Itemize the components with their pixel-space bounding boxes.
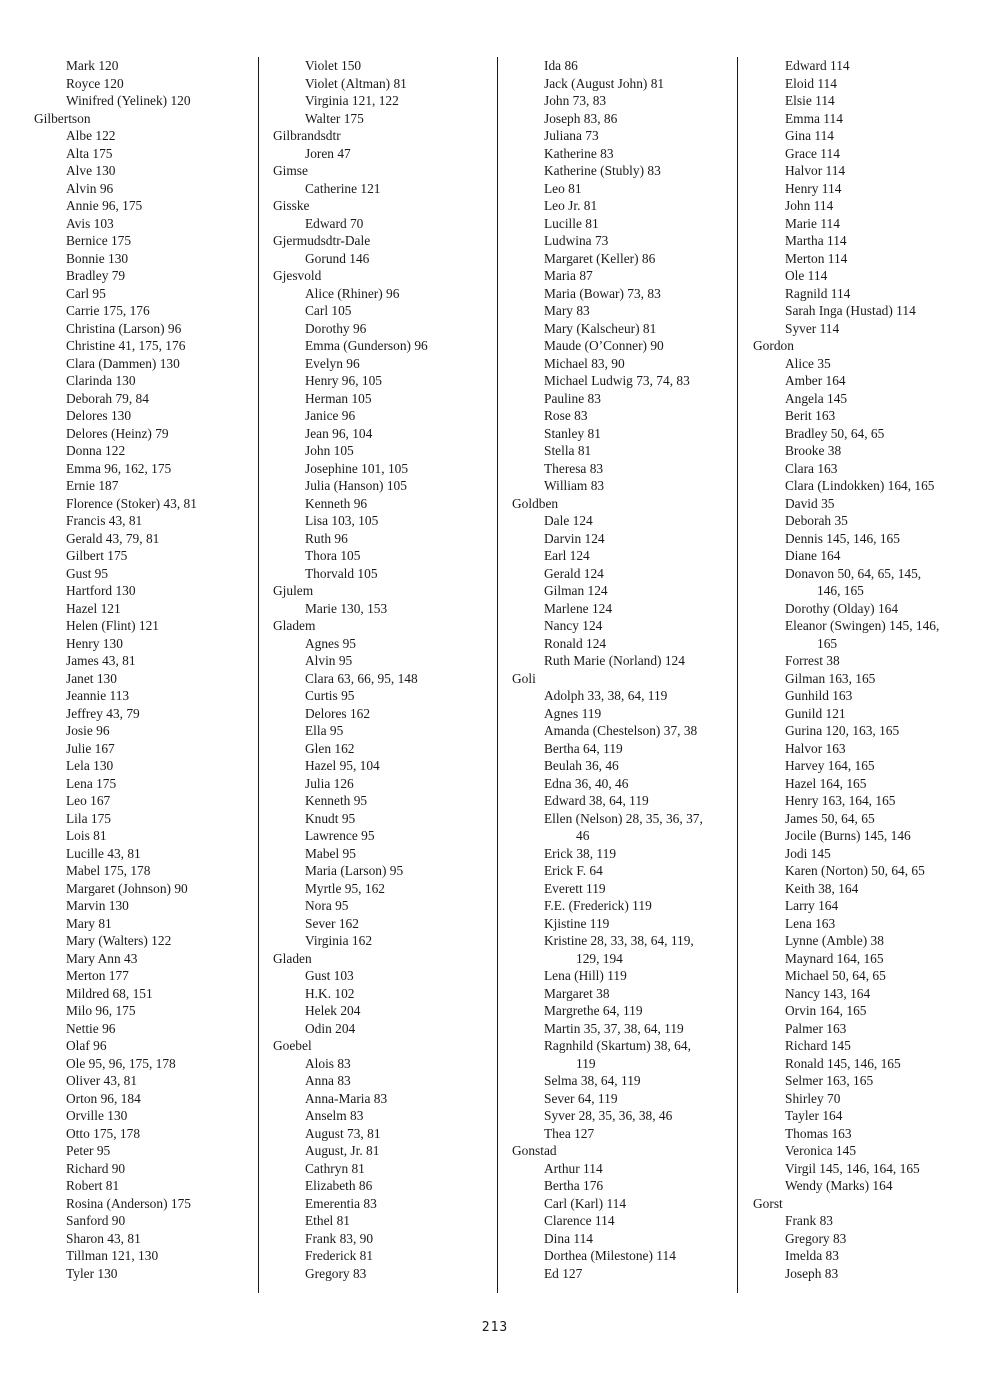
index-entry: Carl 105 [305, 303, 352, 318]
index-entry: Orville 130 [66, 1108, 128, 1123]
index-entry: Janet 130 [66, 670, 117, 686]
index-entry: Everett 119 [544, 880, 606, 896]
index-entry: Sever 162 [305, 915, 359, 931]
index-entry: Clara 163 [785, 460, 838, 476]
index-entry: Thorvald 105 [305, 565, 378, 581]
index-entry: Mabel 175, 178 [66, 863, 151, 878]
index-entry: Gorund 146 [305, 250, 370, 266]
index-entry: Walter 175 [305, 110, 364, 126]
surname-heading: Gjesvold [273, 268, 322, 283]
index-entry: Tyler 130 [66, 1265, 118, 1281]
surname-heading: Gladem [273, 618, 316, 633]
index-entry: Mary (Kalscheur) 81 [544, 320, 657, 336]
index-entry: Josephine 101, 105 [305, 460, 409, 476]
index-entry: Leo 81 [544, 180, 582, 196]
index-entry: Alta 175 [66, 145, 113, 161]
index-entry: Curtis 95 [305, 688, 355, 703]
index-entry: Agnes 95 [305, 635, 356, 651]
index-entry: Marie 130, 153 [305, 600, 388, 616]
index-entry: F.E. (Frederick) 119 [544, 898, 652, 913]
index-entry: Virginia 162 [305, 933, 373, 948]
index-entry: Carrie 175, 176 [66, 303, 150, 318]
index-entry: Emma 96, 162, 175 [66, 460, 172, 476]
index-entry: Helek 204 [305, 1003, 361, 1018]
index-column-1 [34, 57, 197, 1282]
index-entry: Ludwina 73 [544, 233, 609, 248]
index-entry: Gilbert 175 [66, 548, 128, 563]
index-entry: Kenneth 95 [305, 793, 368, 808]
surname-heading: Gjulem [273, 583, 314, 598]
index-entry: Elizabeth 86 [305, 1178, 373, 1193]
index-entry: Margaret (Keller) 86 [544, 250, 656, 266]
index-entry: Dina 114 [544, 1230, 593, 1246]
index-entry: Shirley 70 [785, 1090, 841, 1106]
index-entry: Imelda 83 [785, 1248, 839, 1263]
index-entry: Herman 105 [305, 390, 372, 406]
index-entry: Helen (Flint) 121 [66, 618, 159, 633]
index-entry: Forrest 38 [785, 653, 840, 668]
index-entry: Sarah Inga (Hustad) 114 [785, 303, 916, 318]
index-entry: James 43, 81 [66, 653, 136, 668]
index-entry: Gerald 43, 79, 81 [66, 530, 160, 546]
index-entry: Orvin 164, 165 [785, 1003, 867, 1018]
index-entry: Gilman 163, 165 [785, 670, 876, 686]
index-entry: Dale 124 [544, 513, 593, 528]
index-entry: Delores 130 [66, 408, 132, 423]
index-entry: Ragnhild (Skartum) 38, 64, [544, 1038, 691, 1053]
surname-heading: Goli [512, 670, 536, 686]
index-entry: Virginia 121, 122 [305, 93, 399, 108]
page-number: 213 [481, 1320, 509, 1335]
index-entry: Bonnie 130 [66, 250, 129, 266]
index-entry: Gurina 120, 163, 165 [785, 723, 900, 738]
surname-heading: Gisske [273, 198, 310, 213]
index-entry: Margaret 38 [544, 985, 610, 1001]
index-entry: Deborah 79, 84 [66, 390, 149, 406]
index-entry: Martha 114 [785, 233, 847, 248]
index-entry: Larry 164 [785, 898, 839, 913]
index-entry: Nancy 143, 164 [785, 985, 871, 1001]
index-entry: Grace 114 [785, 145, 840, 161]
surname-heading: Goldben [512, 495, 559, 511]
index-entry: John 114 [785, 198, 834, 213]
index-entry: H.K. 102 [305, 985, 355, 1001]
index-entry: Ethel 81 [305, 1213, 350, 1228]
index-column-4 [753, 57, 939, 1282]
index-entry: Angela 145 [785, 390, 848, 406]
index-entry: Rosina (Anderson) 175 [66, 1195, 191, 1211]
index-entry: Lena 175 [66, 775, 117, 791]
index-entry: Lena (Hill) 119 [544, 968, 627, 983]
index-entry: Ole 95, 96, 175, 178 [66, 1055, 176, 1071]
index-entry: Hartford 130 [66, 583, 136, 598]
index-entry: Evelyn 96 [305, 355, 360, 371]
index-entry: Anna 83 [305, 1073, 351, 1088]
index-entry: Cathryn 81 [305, 1160, 365, 1176]
index-entry: Merton 177 [66, 968, 129, 983]
index-entry: Sharon 43, 81 [66, 1230, 141, 1246]
index-entry: Harvey 164, 165 [785, 758, 875, 773]
index-entry: Marlene 124 [544, 600, 613, 616]
index-entry: Carl 95 [66, 285, 106, 301]
index-entry: Dennis 145, 146, 165 [785, 530, 900, 546]
index-entry: Winifred (Yelinek) 120 [66, 93, 191, 108]
index-entry: Keith 38, 164 [785, 880, 859, 896]
index-entry: Theresa 83 [544, 460, 604, 476]
index-entry: Edna 36, 40, 46 [544, 775, 629, 791]
index-entry: Odin 204 [305, 1020, 356, 1036]
index-entry: Earl 124 [544, 548, 590, 563]
index-entry: Maria 87 [544, 268, 593, 283]
index-entry: Veronica 145 [785, 1143, 857, 1158]
index-entry: Arthur 114 [544, 1160, 603, 1176]
index-entry: Michael 83, 90 [544, 355, 625, 371]
index-entry: Karen (Norton) 50, 64, 65 [785, 863, 925, 878]
index-entry: Bertha 64, 119 [544, 740, 623, 756]
index-entry: Margaret (Johnson) 90 [66, 880, 188, 896]
index-entry: Beulah 36, 46 [544, 758, 619, 773]
index-entry: Katherine 83 [544, 145, 614, 161]
index-entry: Ida 86 [544, 58, 578, 73]
index-entry: Clara (Dammen) 130 [66, 355, 180, 371]
index-entry: Thomas 163 [785, 1125, 852, 1141]
index-entry: Francis 43, 81 [66, 513, 143, 528]
index-entry: Albe 122 [66, 128, 116, 143]
index-entry: Hazel 121 [66, 600, 121, 616]
index-entry: Annie 96, 175 [66, 198, 143, 213]
index-entry: Kristine 28, 33, 38, 64, 119, [544, 933, 694, 948]
index-entry: Eleanor (Swingen) 145, 146, [785, 618, 940, 633]
index-entry: Frederick 81 [305, 1248, 374, 1263]
index-entry: Gerald 124 [544, 565, 604, 581]
surname-heading: Gjermudsdtr-Dale [273, 233, 371, 248]
index-entry: Dorothy 96 [305, 320, 367, 336]
index-entry: Edward 114 [785, 58, 850, 73]
index-entry: Mary 83 [544, 303, 590, 318]
index-entry: Julia (Hanson) 105 [305, 478, 407, 493]
index-entry: Mabel 95 [305, 845, 356, 861]
index-entry: Robert 81 [66, 1178, 120, 1193]
column-divider [497, 57, 498, 1293]
index-entry: Thora 105 [305, 548, 361, 563]
index-entry: Ruth 96 [305, 530, 348, 546]
index-entry: Lucille 81 [544, 215, 599, 231]
index-entry: Jocile (Burns) 145, 146 [785, 828, 911, 843]
index-entry: Alvin 96 [66, 180, 114, 196]
index-entry: Mark 120 [66, 58, 119, 73]
index-entry: Clara (Lindokken) 164, 165 [785, 478, 935, 493]
index-entry: Agnes 119 [544, 705, 602, 721]
index-entry: Brooke 38 [785, 443, 842, 458]
index-entry: Joseph 83, 86 [544, 110, 618, 126]
index-entry: Royce 120 [66, 75, 124, 91]
index-entry: John 73, 83 [544, 93, 607, 108]
index-entry: Rose 83 [544, 408, 588, 423]
index-entry: Edward 70 [305, 215, 364, 231]
index-entry: Lisa 103, 105 [305, 513, 379, 528]
surname-heading: Gorst [753, 1195, 783, 1211]
index-entry: John 105 [305, 443, 354, 458]
index-entry: Maude (O’Conner) 90 [544, 338, 664, 353]
index-entry: Frank 83, 90 [305, 1230, 374, 1246]
index-entry: Orton 96, 184 [66, 1090, 141, 1106]
index-entry: Maynard 164, 165 [785, 950, 884, 966]
surname-heading: Gladen [273, 950, 312, 966]
index-entry: Violet (Altman) 81 [305, 75, 407, 91]
index-entry: Oliver 43, 81 [66, 1073, 138, 1088]
index-entry: Mary Ann 43 [66, 950, 138, 966]
index-entry: Gunild 121 [785, 705, 846, 721]
index-entry: Catherine 121 [305, 180, 381, 196]
index-entry: Donna 122 [66, 443, 126, 458]
index-entry: Frank 83 [785, 1213, 833, 1228]
index-entry: Ronald 124 [544, 635, 607, 651]
index-entry: Henry 130 [66, 635, 123, 651]
index-entry: Thea 127 [544, 1125, 595, 1141]
index-entry: Julia 126 [305, 775, 354, 791]
index-entry: Leo Jr. 81 [544, 198, 598, 213]
index-entry: Katherine (Stubly) 83 [544, 163, 661, 178]
index-entry-continuation: 129, 194 [576, 950, 623, 966]
index-entry: William 83 [544, 478, 605, 493]
index-entry-continuation: 165 [817, 635, 838, 651]
index-entry: Delores 162 [305, 705, 371, 721]
index-entry: Christine 41, 175, 176 [66, 338, 186, 353]
index-entry: Lynne (Amble) 38 [785, 933, 884, 948]
index-entry: Henry 96, 105 [305, 373, 382, 388]
index-entry: Gust 103 [305, 968, 354, 983]
index-entry: Gina 114 [785, 128, 834, 143]
index-entry: Martin 35, 37, 38, 64, 119 [544, 1020, 684, 1036]
index-entry: Halvor 114 [785, 163, 846, 178]
surname-heading: Gilbrandsdtr [273, 128, 341, 143]
index-entry: Lila 175 [66, 810, 111, 826]
index-entry: Sever 64, 119 [544, 1090, 618, 1106]
index-entry: Clarinda 130 [66, 373, 136, 388]
index-entry: Joseph 83 [785, 1265, 839, 1281]
index-entry: Leo 167 [66, 793, 111, 808]
index-entry: Jack (August John) 81 [544, 75, 665, 91]
index-entry: Emma 114 [785, 110, 843, 126]
index-entry: Milo 96, 175 [66, 1003, 136, 1018]
index-entry: Alois 83 [305, 1055, 351, 1071]
index-entry: Selma 38, 64, 119 [544, 1073, 641, 1088]
index-entry: Bertha 176 [544, 1178, 604, 1193]
index-entry: August 73, 81 [305, 1125, 381, 1141]
index-entry: Lawrence 95 [305, 828, 375, 843]
index-entry: Ragnild 114 [785, 285, 851, 301]
index-entry: Erick 38, 119 [544, 845, 617, 861]
index-entry-continuation: 146, 165 [817, 583, 864, 598]
index-entry: Julie 167 [66, 740, 115, 756]
index-entry: Hazel 95, 104 [305, 758, 380, 773]
index-entry: Janice 96 [305, 408, 356, 423]
index-entry: Carl (Karl) 114 [544, 1195, 627, 1211]
index-entry: Alice 35 [785, 355, 831, 371]
index-entry: Dorthea (Milestone) 114 [544, 1248, 676, 1263]
index-entry: Berit 163 [785, 408, 836, 423]
index-entry: Hazel 164, 165 [785, 775, 867, 791]
index-entry: Ole 114 [785, 268, 828, 283]
index-entry: Ellen (Nelson) 28, 35, 36, 37, [544, 810, 703, 826]
index-entry: Jeannie 113 [66, 688, 130, 703]
index-entry: Delores (Heinz) 79 [66, 425, 169, 441]
index-entry-continuation: 46 [576, 828, 590, 843]
index-entry: Adolph 33, 38, 64, 119 [544, 688, 668, 703]
index-entry: Ed 127 [544, 1265, 583, 1281]
index-entry: Olaf 96 [66, 1038, 107, 1053]
index-entry: Emma (Gunderson) 96 [305, 338, 428, 353]
index-entry: David 35 [785, 495, 835, 511]
index-entry: Elsie 114 [785, 93, 835, 108]
index-entry: Stanley 81 [544, 425, 601, 441]
index-entry: Darvin 124 [544, 530, 605, 546]
index-entry: Maria (Larson) 95 [305, 863, 404, 878]
surname-heading: Goebel [273, 1038, 312, 1053]
index-entry: Ronald 145, 146, 165 [785, 1055, 901, 1071]
index-entry: Amber 164 [785, 373, 846, 388]
index-entry: Mildred 68, 151 [66, 985, 153, 1001]
index-entry: Stella 81 [544, 443, 592, 458]
index-entry: Gust 95 [66, 565, 109, 581]
index-entry: Syver 114 [785, 320, 840, 336]
index-entry: Knudt 95 [305, 810, 356, 826]
index-entry: Lucille 43, 81 [66, 845, 141, 861]
index-entry: Myrtle 95, 162 [305, 880, 385, 896]
index-entry: Erick F. 64 [544, 863, 603, 878]
index-entry: August, Jr. 81 [305, 1143, 380, 1158]
index-entry: Ernie 187 [66, 478, 119, 493]
surname-heading: Gordon [753, 338, 794, 353]
index-entry: Amanda (Chestelson) 37, 38 [544, 723, 698, 738]
index-entry: Glen 162 [305, 740, 355, 756]
column-divider [737, 57, 738, 1293]
index-entry: Lela 130 [66, 758, 114, 773]
index-entry: Syver 28, 35, 36, 38, 46 [544, 1108, 673, 1123]
index-entry: Eloid 114 [785, 75, 837, 91]
index-entry: Henry 163, 164, 165 [785, 793, 896, 808]
index-entry: Gregory 83 [305, 1265, 367, 1281]
index-entry: Pauline 83 [544, 390, 601, 406]
index-entry: Alvin 95 [305, 653, 353, 668]
index-entry: Palmer 163 [785, 1020, 847, 1036]
index-entry: Lena 163 [785, 915, 836, 931]
index-entry: Maria (Bowar) 73, 83 [544, 285, 661, 301]
index-entry: Mary 81 [66, 915, 112, 931]
index-entry: Violet 150 [305, 58, 362, 73]
index-entry: Josie 96 [66, 723, 110, 738]
index-entry: Bradley 50, 64, 65 [785, 425, 885, 441]
index-entry: Tayler 164 [785, 1108, 843, 1123]
index-entry: Michael 50, 64, 65 [785, 968, 886, 983]
index-entry: Florence (Stoker) 43, 81 [66, 495, 197, 511]
index-entry: Jeffrey 43, 79 [66, 705, 140, 721]
index-entry: Alve 130 [66, 163, 116, 178]
index-column-2 [273, 57, 428, 1282]
surname-heading: Gonstad [512, 1143, 557, 1158]
index-entry: Otto 175, 178 [66, 1125, 141, 1141]
index-entry: Sanford 90 [66, 1213, 126, 1228]
index-entry: Michael Ludwig 73, 74, 83 [544, 373, 690, 388]
index-entry: Bernice 175 [66, 233, 132, 248]
surname-heading: Gimse [273, 163, 308, 178]
index-entry: Gilman 124 [544, 583, 608, 598]
index-entry: Halvor 163 [785, 740, 846, 756]
index-entry: Merton 114 [785, 250, 848, 266]
index-entry: Richard 145 [785, 1038, 851, 1053]
index-entry: Clarence 114 [544, 1213, 615, 1228]
index-entry: Richard 90 [66, 1160, 126, 1176]
index-entry: Christina (Larson) 96 [66, 320, 182, 336]
index-entry: Tillman 121, 130 [66, 1248, 159, 1263]
index-entry: Peter 95 [66, 1143, 111, 1158]
index-entry: Ella 95 [305, 723, 344, 738]
index-entry: Nora 95 [305, 898, 349, 913]
index-entry: Dorothy (Olday) 164 [785, 600, 899, 616]
index-entry: Ruth Marie (Norland) 124 [544, 653, 685, 668]
index-entry: Diane 164 [785, 548, 841, 563]
index-entry: Nettie 96 [66, 1020, 116, 1036]
index-entry: Jodi 145 [785, 845, 831, 861]
index-entry: Donavon 50, 64, 65, 145, [785, 565, 922, 581]
index-entry: Juliana 73 [544, 128, 599, 143]
index-entry: Joren 47 [305, 145, 351, 161]
index-entry: Jean 96, 104 [305, 425, 373, 441]
index-entry: Henry 114 [785, 180, 842, 196]
column-divider [258, 57, 259, 1293]
index-entry: Gregory 83 [785, 1230, 847, 1246]
index-entry: Anselm 83 [305, 1108, 364, 1123]
index-column-3 [512, 57, 703, 1282]
index-entry: Nancy 124 [544, 618, 603, 633]
index-entry: Avis 103 [66, 215, 114, 231]
index-entry: Gunhild 163 [785, 688, 853, 703]
index-entry: Deborah 35 [785, 513, 848, 528]
index-entry: Kenneth 96 [305, 495, 368, 511]
index-entry: Lois 81 [66, 828, 107, 843]
index-entry: Marie 114 [785, 215, 840, 231]
index-entry: Edward 38, 64, 119 [544, 793, 649, 808]
index-entry: Virgil 145, 146, 164, 165 [785, 1160, 920, 1176]
index-entry: Wendy (Marks) 164 [785, 1178, 893, 1193]
index-entry: Marvin 130 [66, 898, 129, 913]
index-entry: Margrethe 64, 119 [544, 1003, 643, 1018]
surname-heading: Gilbertson [34, 110, 91, 126]
index-entry: Anna-Maria 83 [305, 1090, 388, 1106]
index-entry: Kjistine 119 [544, 915, 610, 931]
index-entry: James 50, 64, 65 [785, 810, 875, 826]
index-entry: Emerentia 83 [305, 1195, 377, 1211]
index-entry: Alice (Rhiner) 96 [305, 285, 400, 301]
index-entry: Mary (Walters) 122 [66, 933, 172, 948]
index-entry-continuation: 119 [576, 1055, 596, 1071]
index-entry: Selmer 163, 165 [785, 1073, 874, 1088]
index-entry: Clara 63, 66, 95, 148 [305, 670, 418, 686]
index-entry: Bradley 79 [66, 268, 126, 283]
